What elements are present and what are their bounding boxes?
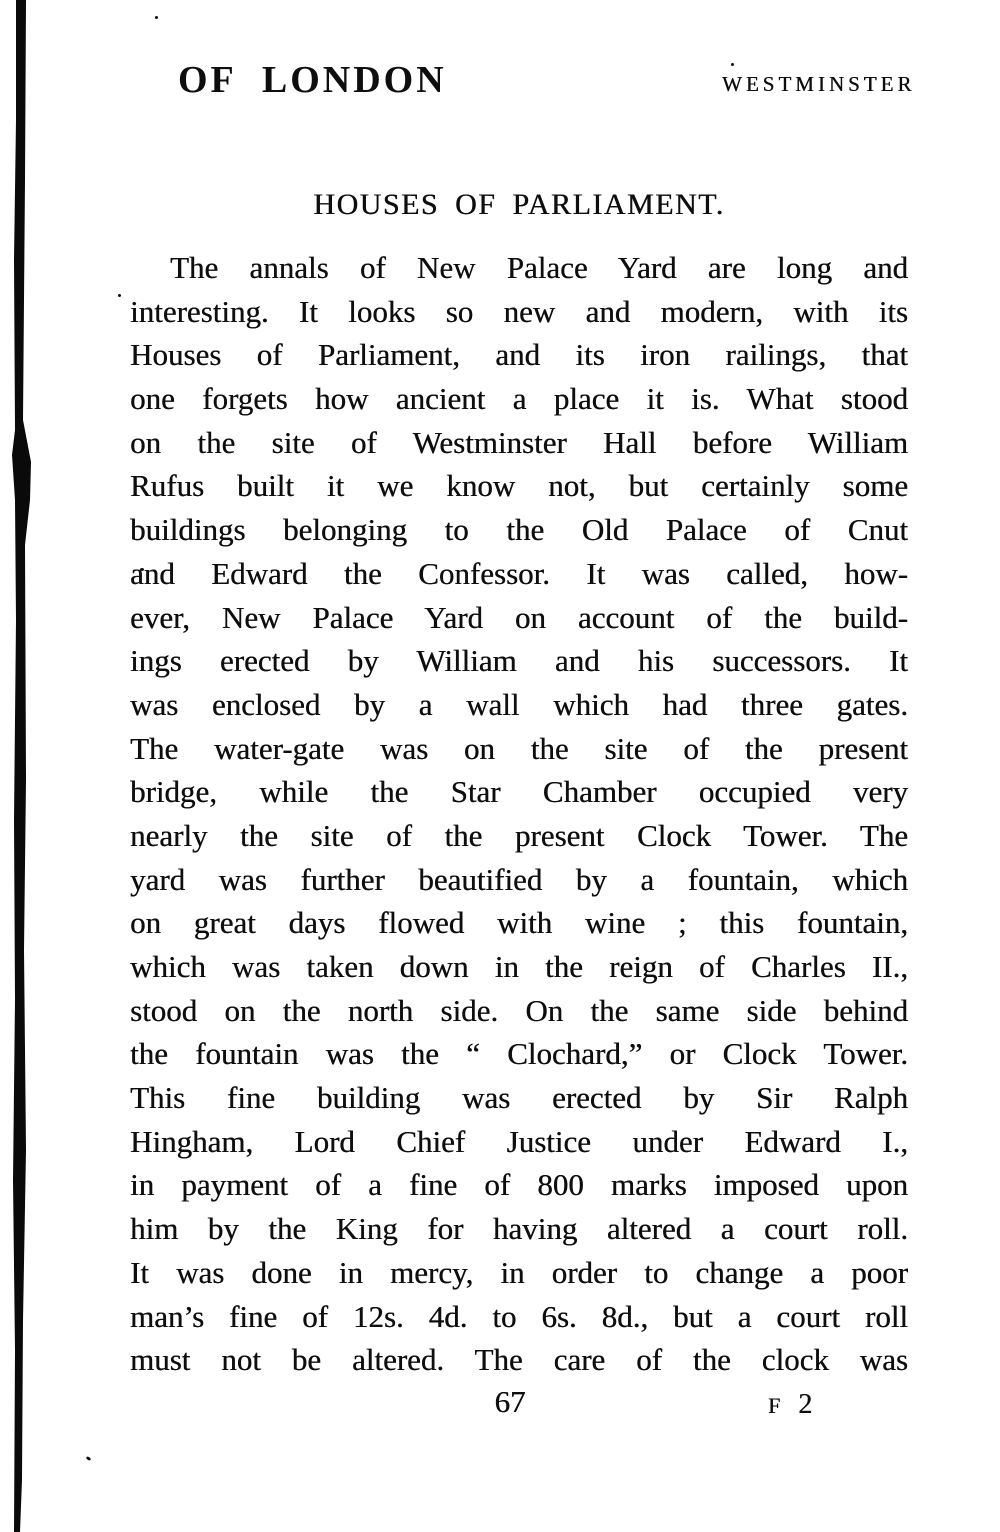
paragraph (130, 246, 908, 1382)
text-line: on the site of Westminster Hall before William (130, 424, 908, 460)
signature-mark (768, 1389, 812, 1421)
text-line: Hingham, Lord Chief Justice under Edward I., (130, 1123, 908, 1159)
text-line: ever, New Palace Yard on account of the build- (130, 599, 908, 635)
text-line: It was done in mercy, in order to change a poor (130, 1254, 908, 1290)
text-line: and Edward the Confessor. It was called, how- (130, 555, 908, 591)
signature-letter: F (768, 1393, 783, 1418)
text-line: ings erected by William and his successors. It (130, 643, 908, 679)
text-line: in payment of a fine of 800 marks imposed upon (130, 1167, 908, 1203)
text-line: the fountain was the “ Clochard,” or Clock Tower. (130, 1036, 908, 1072)
signature-number: 2 (798, 1389, 813, 1420)
binding-edge (0, 0, 40, 1532)
text-line: one forgets how ancient a place it is. What stood (130, 381, 908, 417)
text-line: on great days flowed with wine ; this fountain, (130, 905, 908, 941)
text-line: stood on the north side. On the same side behind (130, 992, 908, 1028)
text-line: interesting. It looks so new and modern, with its (130, 293, 908, 329)
section-heading: HOUSES OF PARLIAMENT. (313, 188, 725, 221)
running-head (0, 58, 1000, 104)
text-line: The water-gate was on the site of the present (130, 730, 908, 766)
text-line: This fine building was erected by Sir Ralph (130, 1080, 908, 1116)
text-line: Houses of Parliament, and its iron railings, that (130, 337, 908, 373)
text-line: yard was further beautified by a fountain, which (130, 861, 908, 897)
ink-speck (118, 294, 121, 297)
ink-speck (155, 16, 158, 19)
ink-speck (86, 1456, 92, 1461)
runhead-book-title: OF LONDON (178, 59, 447, 101)
text-line: buildings belonging to the Old Palace of Cnut (130, 512, 908, 548)
text-line: The annals of New Palace Yard are long and (170, 250, 908, 285)
page-number: 67 (494, 1384, 526, 1419)
text-line: Rufus built it we know not, but certainly some (130, 468, 908, 504)
text-line: must not be altered. The care of the clock was (130, 1342, 908, 1378)
text-line: was enclosed by a wall which had three gates. (130, 686, 908, 722)
text-line: nearly the site of the present Clock Tower. The (130, 817, 908, 853)
text-line: him by the King for having altered a court roll. (130, 1211, 908, 1247)
text-line: which was taken down in the reign of Charles II., (130, 949, 908, 984)
text-line: bridge, while the Star Chamber occupied very (130, 774, 908, 810)
text-line: man’s fine of 12s. 4d. to 6s. 8d., but a court roll (130, 1298, 908, 1334)
runhead-section: WESTMINSTER (722, 72, 916, 96)
